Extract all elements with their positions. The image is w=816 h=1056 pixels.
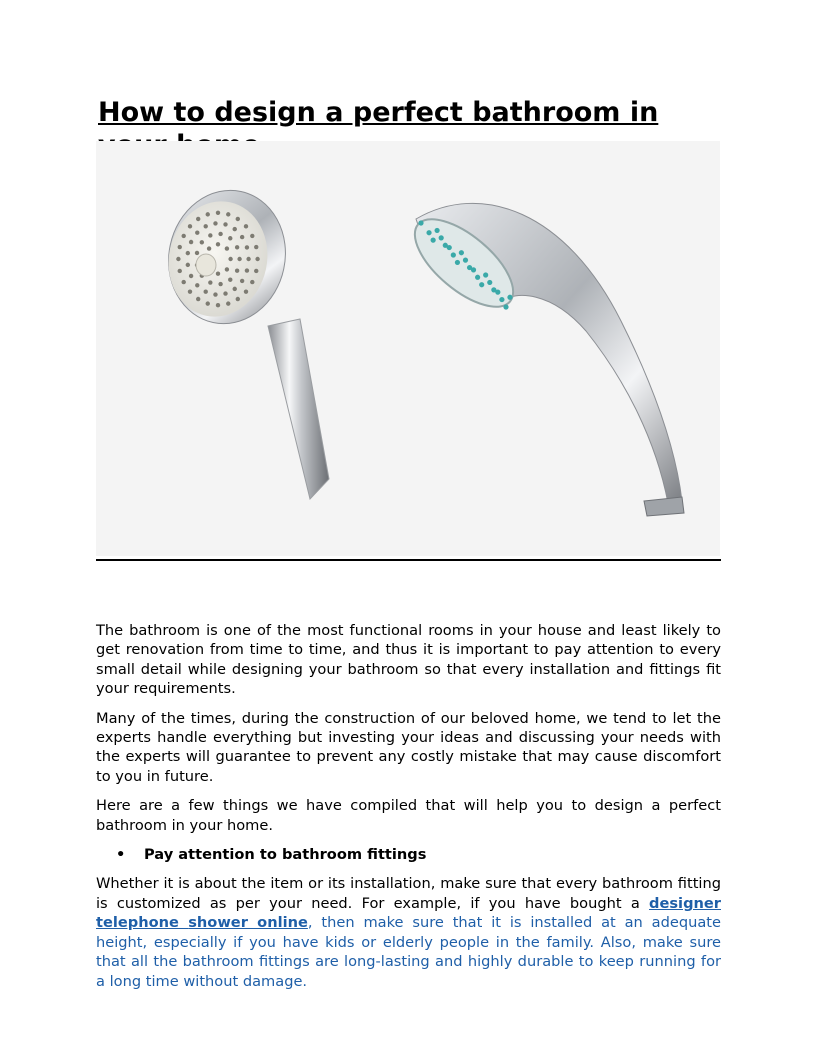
nozzle-dot xyxy=(182,280,186,284)
nozzle-dot xyxy=(244,289,248,293)
nozzle-dot xyxy=(213,221,217,225)
nozzle-dot xyxy=(233,287,237,291)
nozzle-dot xyxy=(188,224,192,228)
nozzle-dot xyxy=(245,268,249,272)
nozzle-dot xyxy=(195,283,199,287)
nozzle-dot xyxy=(431,238,436,243)
nozzle-dot xyxy=(223,222,227,226)
nozzle-dot xyxy=(426,230,431,235)
nozzle-dot xyxy=(451,252,456,257)
nozzle-dot xyxy=(176,257,180,261)
bullet-item xyxy=(96,845,721,864)
nozzle-dot xyxy=(439,235,444,240)
page-title: How to design a perfect bathroom in xyxy=(98,97,659,128)
nozzle-dot xyxy=(200,240,204,244)
nozzle-dot xyxy=(216,272,220,276)
nozzle-dot xyxy=(418,220,423,225)
nozzle-dot xyxy=(189,240,193,244)
nozzle-dot xyxy=(483,272,488,277)
nozzle-dot xyxy=(455,260,460,265)
nozzle-dot xyxy=(240,279,244,283)
nozzle-dot xyxy=(487,280,492,285)
nozzle-dot xyxy=(216,211,220,215)
nozzle-dot xyxy=(254,245,258,249)
nozzle-dot xyxy=(204,224,208,228)
handheld-shower-head xyxy=(401,203,684,516)
nozzle-dot xyxy=(218,232,222,236)
nozzle-dot xyxy=(463,258,468,263)
nozzle-dot xyxy=(189,274,193,278)
nozzle-dot xyxy=(195,251,199,255)
nozzle-dot xyxy=(503,304,508,309)
article-body xyxy=(96,621,721,1001)
nozzle-dot xyxy=(207,246,211,250)
nozzle-dot xyxy=(236,217,240,221)
nozzle-dot xyxy=(178,269,182,273)
nozzle-dot xyxy=(196,217,200,221)
nozzle-dot xyxy=(186,251,190,255)
nozzle-dot xyxy=(228,257,232,261)
nozzle-dot xyxy=(250,234,254,238)
nozzle-dot xyxy=(195,231,199,235)
nozzle-dot xyxy=(235,269,239,273)
nozzle-dot xyxy=(499,297,504,302)
nozzle-dot xyxy=(237,257,241,261)
nozzle-dot xyxy=(206,212,210,216)
nozzle-dot xyxy=(507,295,512,300)
nozzle-dot xyxy=(182,234,186,238)
nozzle-dot xyxy=(206,301,210,305)
shower-heads-illustration xyxy=(96,141,720,556)
nozzle-dot xyxy=(255,257,259,261)
nozzle-dot xyxy=(443,243,448,248)
divider xyxy=(96,559,721,561)
nozzle-dot xyxy=(434,228,439,233)
nozzle-dot xyxy=(216,242,220,246)
bullet-text: Pay attention to bathroom fittings xyxy=(144,846,427,864)
nozzle-dot xyxy=(208,280,212,284)
paragraph-4 xyxy=(96,874,721,990)
paragraph-1: The bathroom is one of the most functional rooms in your house and least likely to get renovation from time to time, and thus it is important to pay attention to every small detail while designing your bathroom so that every installation and fittings fit your requirements. xyxy=(96,622,721,698)
nozzle-dot xyxy=(225,267,229,271)
paragraph-4-intro: Whether it is about the item or its installation, make sure that every bathroom fitting is customized as per your need. For example, if you have bought a xyxy=(96,875,721,912)
nozzle-dot xyxy=(208,233,212,237)
nozzle-dot xyxy=(226,301,230,305)
nozzle-dot xyxy=(188,289,192,293)
nozzle-dot xyxy=(236,297,240,301)
nozzle-dot xyxy=(479,282,484,287)
nozzle-dot xyxy=(186,263,190,267)
hero-image xyxy=(96,141,720,556)
nozzle-dot xyxy=(246,257,250,261)
nozzle-dot xyxy=(233,227,237,231)
nozzle-dot xyxy=(228,236,232,240)
nozzle-dot xyxy=(491,287,496,292)
nozzle-dot xyxy=(250,280,254,284)
nozzle-dot xyxy=(240,235,244,239)
nozzle-dot xyxy=(467,265,472,270)
nozzle-dot xyxy=(459,250,464,255)
nozzle-dot xyxy=(225,246,229,250)
nozzle-dot xyxy=(223,291,227,295)
nozzle-dot xyxy=(218,282,222,286)
bullet-icon: • xyxy=(116,846,126,864)
nozzle-dot xyxy=(228,278,232,282)
nozzle-dot xyxy=(245,245,249,249)
nozzle-dot xyxy=(204,289,208,293)
shower-online-link[interactable]: shower online xyxy=(188,914,308,932)
paragraph-4-rest: , then make sure that it is installed at an adequate height, especially if you have kids or elderly people in the family. Also, make sure that all the bathroom fittings are long-lasting and highly durable to keep running for a long time without damage. xyxy=(96,914,721,990)
nozzle-dot xyxy=(196,297,200,301)
nozzle-dot xyxy=(178,245,182,249)
nozzle-dot xyxy=(235,245,239,249)
nozzle-dot xyxy=(226,212,230,216)
nozzle-dot xyxy=(213,292,217,296)
round-shower-head xyxy=(156,179,329,499)
designer-telephone-link[interactable]: designer telephone xyxy=(96,894,721,932)
nozzle-dot xyxy=(254,269,258,273)
paragraph-2: Many of the times, during the construction of our beloved home, we tend to let the experts handle everything but investing your ideas and discussing your needs with the experts will guarantee to prevent any costly mistake that may cause discomfort to you in future. xyxy=(96,709,721,785)
nozzle-dot xyxy=(244,224,248,228)
paragraph-3: Here are a few things we have compiled that will help you to design a perfect bathroom in your home. xyxy=(96,797,721,834)
nozzle-dot xyxy=(216,303,220,307)
nozzle-dot xyxy=(475,275,480,280)
